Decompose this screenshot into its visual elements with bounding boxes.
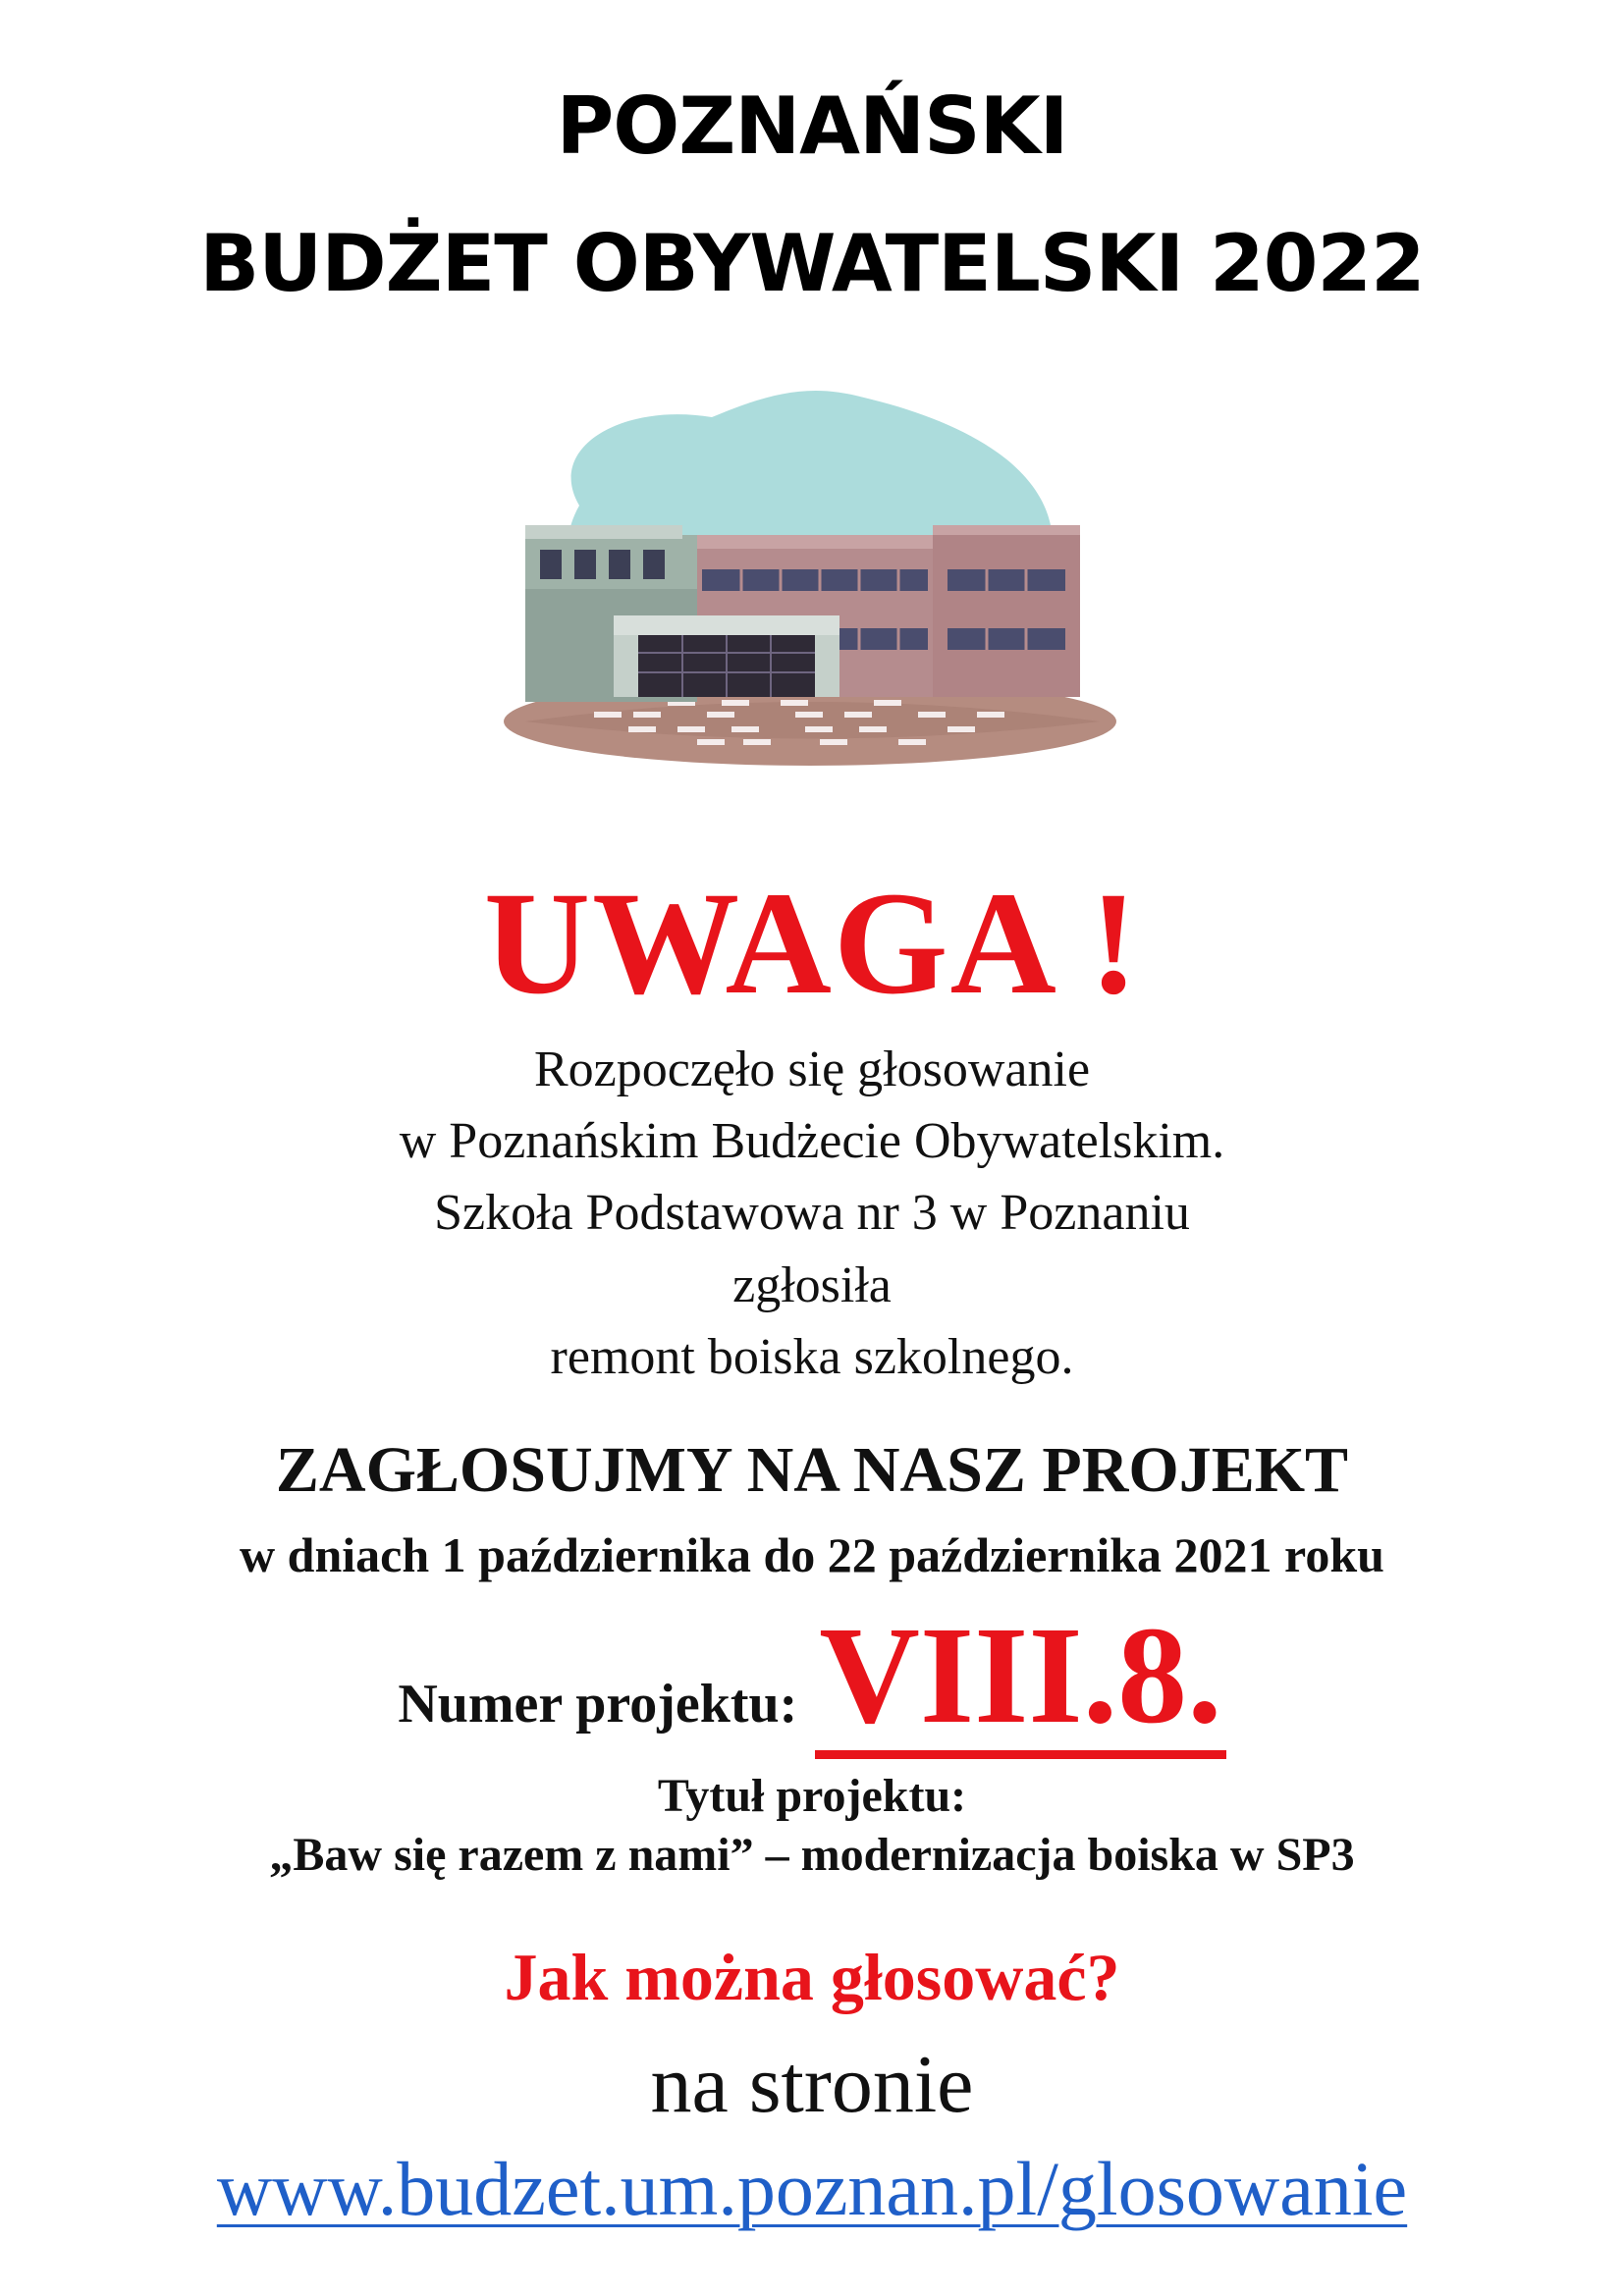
vote-heading: ZAGŁOSUJMY NA NASZ PROJEKT <box>275 1434 1349 1506</box>
poster-title-line-2: BUDŻET OBYWATELSKI 2022 <box>199 218 1425 309</box>
poster-title-line-1: POZNAŃSKI <box>556 80 1068 172</box>
how-to-vote-heading: Jak można głosować? <box>504 1940 1120 2014</box>
project-title-label: Tytuł projektu: <box>657 1770 967 1822</box>
notice-line: w Poznańskim Budżecie Obywatelskim. <box>399 1113 1225 1169</box>
notice-line: Szkoła Podstawowa nr 3 w Poznaniu <box>434 1185 1190 1241</box>
project-title: „Baw się razem z nami” – modernizacja boiska w SP3 <box>269 1829 1355 1881</box>
notice-line: zgłosiła <box>732 1257 892 1313</box>
notice-line: remont boiska szkolnego. <box>550 1329 1074 1385</box>
on-page-text: na stronie <box>650 2039 974 2130</box>
vote-dates: w dniach 1 października do 22 października 2021 roku <box>240 1527 1384 1582</box>
project-number-value: VIII.8. <box>815 1605 1225 1759</box>
notice-heading: UWAGA ! <box>483 862 1141 1025</box>
voting-website-link[interactable]: www.budzet.um.poznan.pl/glosowanie <box>216 2146 1408 2231</box>
project-number-label: Numer projektu: <box>398 1674 798 1735</box>
project-number-row <box>0 1597 1624 1762</box>
school-building-icon <box>486 388 1124 771</box>
notice-line: Rozpoczęło się głosowanie <box>533 1041 1091 1097</box>
